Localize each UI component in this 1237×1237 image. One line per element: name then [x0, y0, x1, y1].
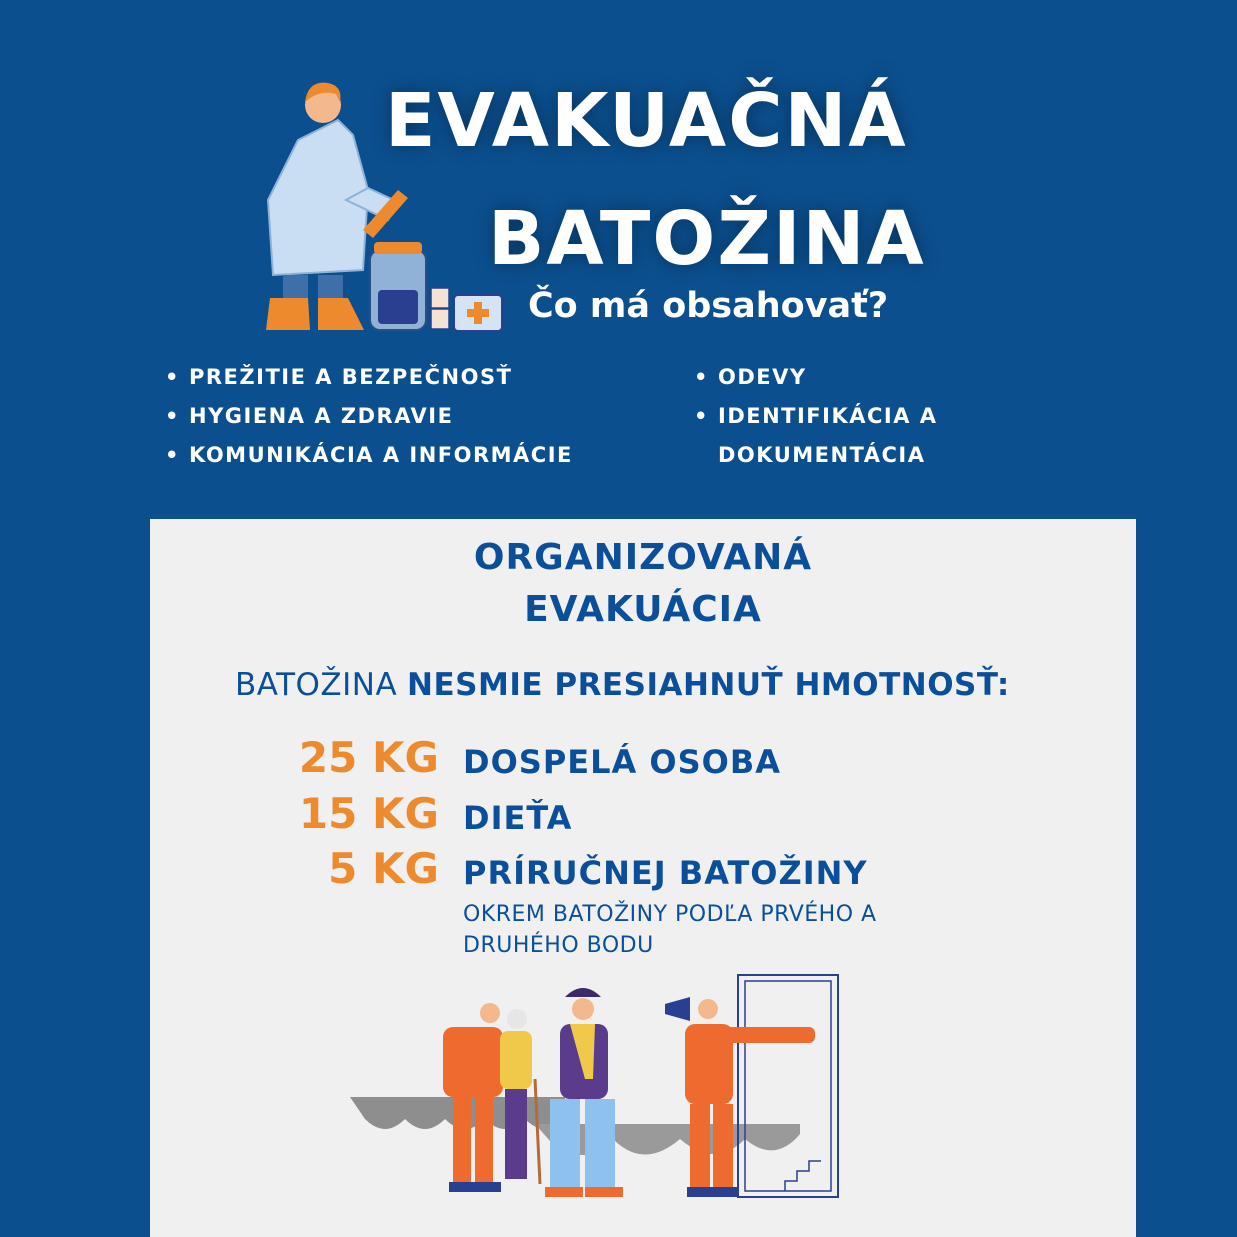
limit-weight: 5 KG — [328, 844, 439, 893]
title-line-2: BATOŽINA — [488, 196, 926, 282]
limit-weight: 25 KG — [298, 733, 439, 782]
limit-label: DIEŤA — [463, 799, 573, 837]
info-panel — [150, 519, 1136, 1237]
panel-title-line-1: ORGANIZOVANÁ — [473, 537, 813, 578]
evacuation-scene-illustration — [345, 969, 885, 1209]
category-item: • IDENTIFIKÁCIA A — [694, 397, 938, 436]
subtitle: Čo má obsahovať? — [528, 286, 889, 326]
title-line-1: EVAKUAČNÁ — [385, 78, 908, 164]
category-item: • ODEVY — [694, 358, 938, 397]
category-item: • KOMUNIKÁCIA A INFORMÁCIE — [165, 436, 573, 475]
weight-limit-heading — [235, 667, 1010, 703]
limit-note: OKREM BATOŽINY PODĽA PRVÉHO A DRUHÉHO BODU — [463, 902, 877, 958]
category-list-left — [165, 358, 573, 475]
limit-weight: 15 KG — [298, 789, 439, 838]
limit-label: DOSPELÁ OSOBA — [463, 743, 782, 781]
category-item: • PREŽITIE A BEZPEČNOSŤ — [165, 358, 573, 397]
limit-prefix: BATOŽINA — [235, 667, 398, 703]
limit-label: PRÍRUČNEJ BATOŽINY — [463, 854, 868, 892]
category-item: • HYGIENA A ZDRAVIE — [165, 397, 573, 436]
panel-title-line-2: EVAKUÁCIA — [524, 589, 762, 630]
category-item-continuation: DOKUMENTÁCIA — [718, 443, 926, 467]
limit-bold-text: NESMIE PRESIAHNUŤ HMOTNOSŤ: — [407, 667, 1010, 703]
category-list-right — [694, 358, 938, 475]
